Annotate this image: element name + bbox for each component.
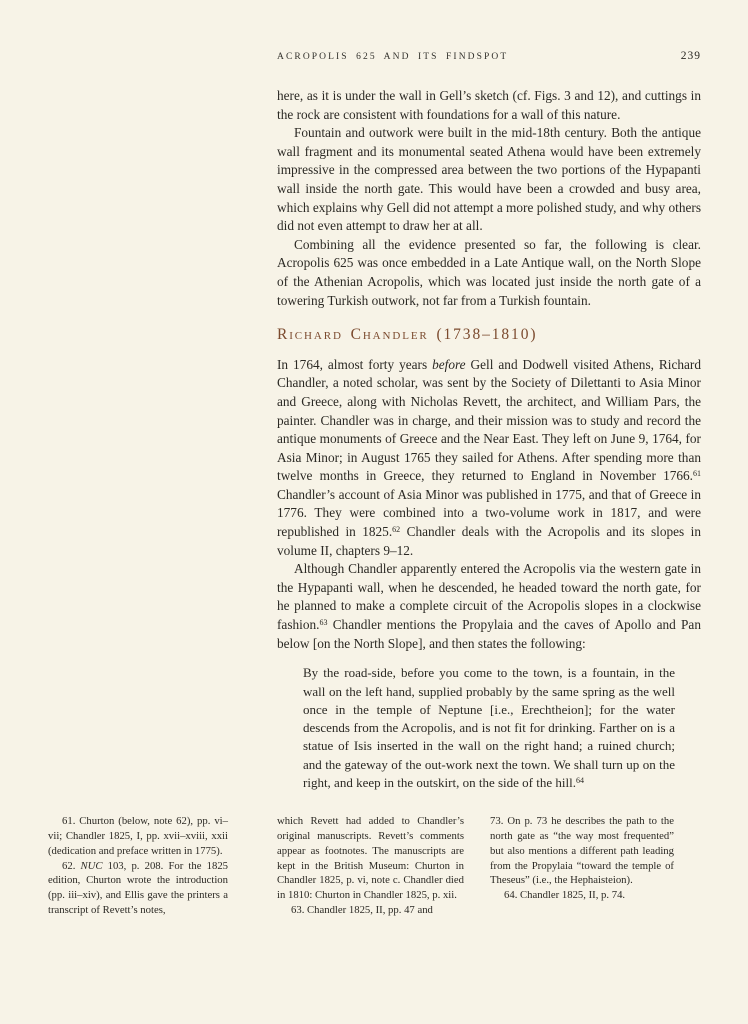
footnote-column-2 (277, 814, 464, 918)
paragraph: Fountain and outwork were built in the mid-18th century. Both the antique wall fragment and its monumental seated Athena would have been extremely impressive in the compressed area between the two portions of the Hypapanti wall inside the north gate. This would have been a crowded and busy area, which explains why Gell did not attempt a more polished study, and why others did not even attempt to draw her at all. (277, 125, 701, 234)
footnote: 62. NUC 103, p. 208. For the 1825 edition, Churton wrote the introduction (pp. iii–xiv), and Ellis gave the printers a transcript of Revett’s notes, (48, 859, 229, 917)
footnote: 61. Churton (below, note 62), pp. vi–vii; Chandler 1825, I, pp. xvii–xviii, xxii (dedication and preface written in 1775). (48, 815, 228, 857)
footnotes (48, 814, 748, 918)
footnote-reference: 62 (392, 525, 401, 535)
body-text-section (277, 356, 701, 654)
footnote: 63. Chandler 1825, II, pp. 47 and (291, 904, 433, 917)
block-quote (303, 664, 675, 792)
section-heading: Richard Chandler (1738–1810) (277, 326, 538, 344)
footnote-reference: 64 (575, 776, 584, 785)
page-number: 239 (680, 50, 701, 62)
paragraph: Although Chandler apparently entered the Acropolis via the western gate in the Hypapanti wall, when he descended, he headed toward the north gate, for he planned to make a complete circuit of the Acropolis slopes in a clockwise fashion.$^{63}$ Chandler mentions the Propylaia and the caves of Apollo and Pan below [on the North Slope], and then states the following: (277, 561, 701, 651)
main-text-column (277, 87, 701, 792)
footnote: 73. On p. 73 he describes the path to the north gate as “the way most frequented” but also mentions a different path leading from the Propylaia “toward the temple of Theseus” (i.e., the Hephaisteion). (490, 815, 674, 887)
footnote-column-3 (490, 814, 674, 918)
footnote-reference: 63 (319, 618, 328, 628)
running-title: ACROPOLIS 625 AND ITS FINDSPOT (277, 52, 509, 62)
paragraph: here, as it is under the wall in Gell’s sketch (cf. Figs. 3 and 12), and cuttings in the rock are consistent with foundations for a wall of this nature. (277, 88, 701, 122)
running-head (277, 0, 701, 62)
footnote: which Revett had added to Chandler’s original manuscripts. Revett’s comments appear as footnotes. The manuscripts are kept in the British Museum: Churton in Chandler 1825, p. vi, note c. Chandler died in 1810: Churton in Chandler 1825, p. xii. (277, 815, 464, 902)
footnote: 64. Chandler 1825, II, p. 74. (504, 889, 626, 902)
footnote-column-1 (48, 814, 228, 918)
paragraph: In 1764, almost forty years before Gell and Dodwell visited Athens, Richard Chandler, a noted scholar, was sent by the Society of Dilettanti to Asia Minor and Greece, along with Nicholas Revett, the architect, and William Pars, the painter. Chandler was in charge, and their mission was to study and record the antique monuments of Greece and the Near East. They left on June 9, 1764, for Asia Minor; in August 1765 they sailed for Athens. After spending more than twelve months in Greece, they returned to England in November 1766.61 Chandler’s account of Asia Minor was published in 1775, and that of Greece in 1776. They were combined into a two-volume work in 1817, and were republished in 1825.62 Chandler deals with the Acropolis and its slopes in volume II, chapters 9–12. (277, 356, 701, 558)
quote-paragraph: By the road-side, before you come to the town, is a fountain, in the wall on the left hand, supplied probably by the same spring as the well once in the temple of Neptune [i.e., Erechtheion]; for the water descends from the Acropolis, and is not fit for drinking. Farther on is a statue of Isis inserted in the wall on the right hand; a ruined church; and the gateway of the out-work next the town. We shall turn up on the right, and keep in the outskirt, on the side of the hill.$^{64}$ (303, 665, 675, 790)
body-text-top (277, 87, 701, 310)
footnote-reference: 61 (693, 469, 701, 479)
paragraph: Combining all the evidence presented so far, the following is clear. Acropolis 625 was once embedded in a Late Antique wall, on the North Slope of the Athenian Acropolis, which was located just inside the north gate of a towering Turkish outwork, not far from a Turkish fountain. (277, 236, 701, 308)
